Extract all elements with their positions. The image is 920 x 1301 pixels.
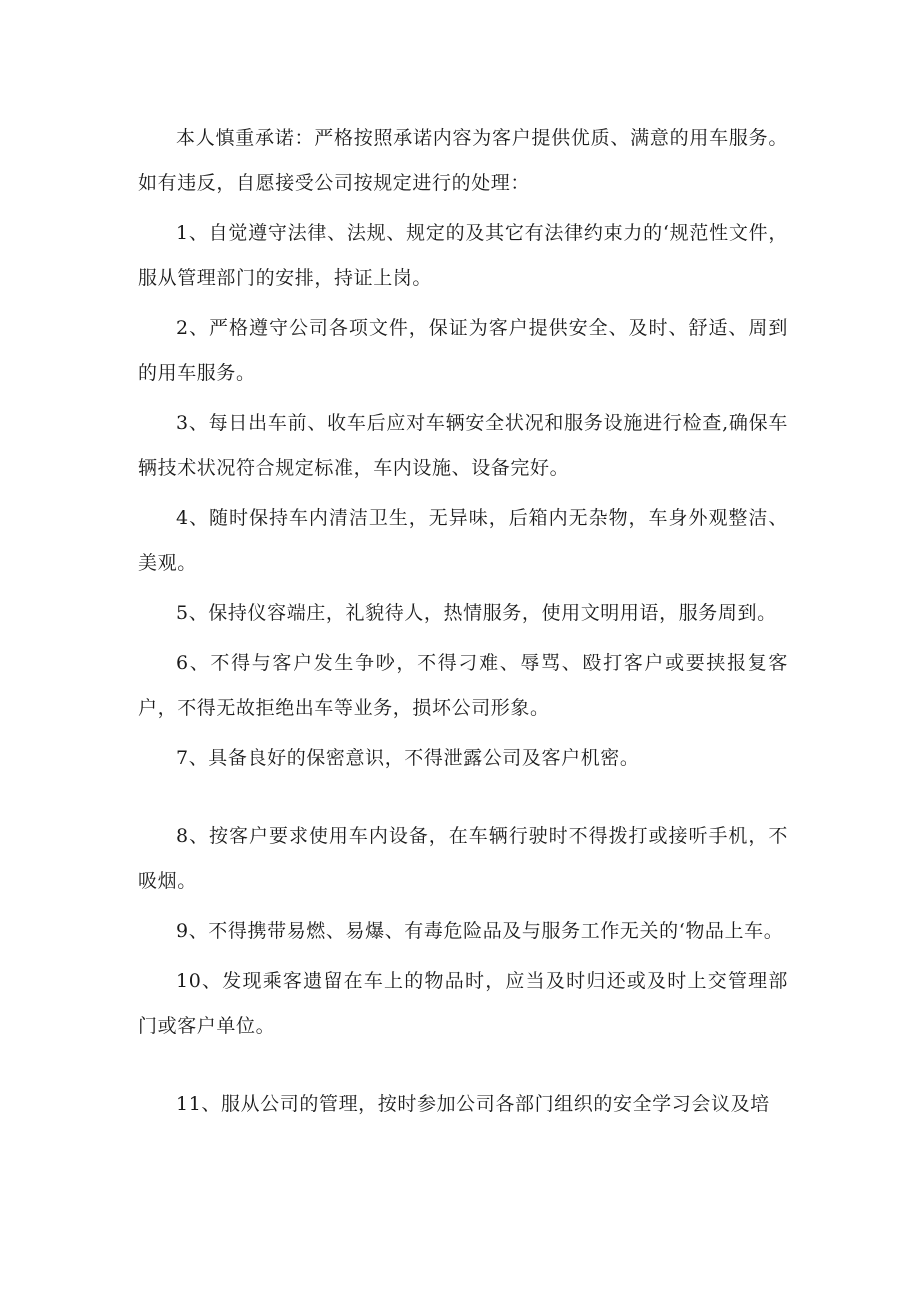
commitment-item-1: 1、自觉遵守法律、法规、规定的及其它有法律约束力的‘规范性文件，服从管理部门的安排，持证上岗。: [138, 222, 788, 289]
commitment-item-4: 4、随时保持车内清洁卫生，无异味，后箱内无杂物，车身外观整洁、美观。: [138, 507, 788, 574]
commitment-item-11: 11、服从公司的管理，按时参加公司各部门组织的安全学习会议及培: [176, 1093, 770, 1115]
document-body: [138, 116, 788, 1127]
commitment-item-6: 6、不得与客户发生争吵，不得刁难、辱骂、殴打客户或要挟报复客户，不得无故拒绝出车等业务，损坏公司形象。: [138, 652, 788, 719]
commitment-item-3: 3、每日出车前、收车后应对车辆安全状况和服务设施进行检查,确保车辆技术状况符合规定标准，车内设施、设备完好。: [138, 412, 788, 479]
commitment-item-5: 5、保持仪容端庄，礼貌待人，热情服务，使用文明用语，服务周到。: [176, 602, 777, 624]
commitment-item-10: 10、发现乘客遗留在车上的物品时，应当及时归还或及时上交管理部门或客户单位。: [138, 970, 788, 1037]
commitment-item-2: 2、严格遵守公司各项文件，保证为客户提供安全、及时、舒适、周到的用车服务。: [138, 317, 788, 384]
commitment-item-9: 9、不得携带易燃、易爆、有毒危险品及与服务工作无关的‘物品上车。: [176, 920, 784, 942]
commitment-item-8: 8、按客户要求使用车内设备，在车辆行驶时不得拨打或接听手机，不吸烟。: [138, 825, 788, 892]
commitment-item-7: 7、具备良好的保密意识，不得泄露公司及客户机密。: [176, 747, 640, 769]
commitment-intro: 本人慎重承诺：严格按照承诺内容为客户提供优质、满意的用车服务。如有违反，自愿接受公司按规定进行的处理：: [138, 127, 788, 194]
